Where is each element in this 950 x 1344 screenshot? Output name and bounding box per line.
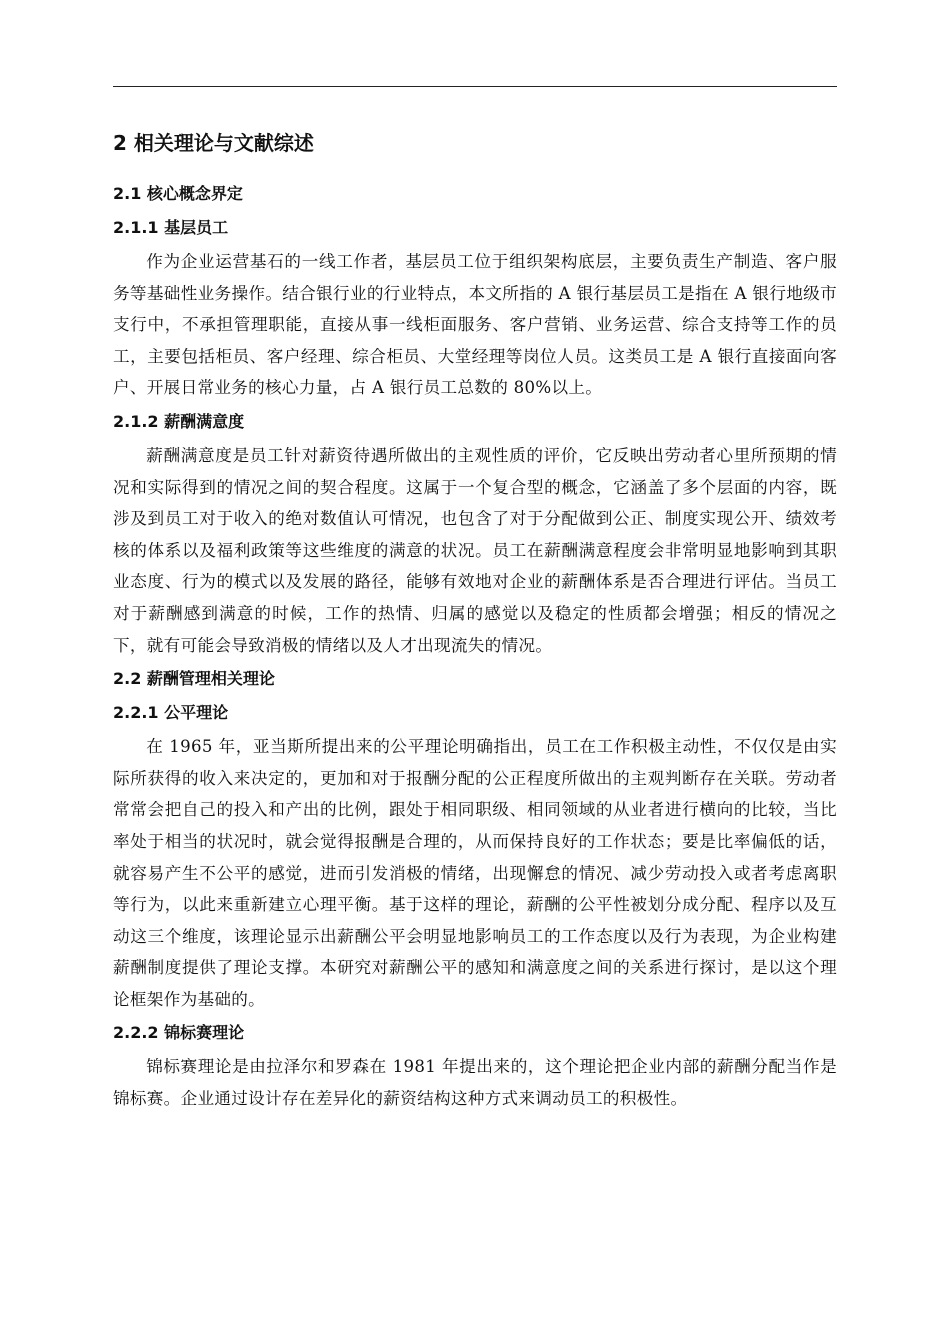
chapter-title: 2 相关理论与文献综述 bbox=[113, 131, 314, 155]
paragraph-2-1-1: 作为企业运营基石的一线工作者，基层员工位于组织架构底层，主要负责生产制造、客户服务等基础性业务操作。结合银行业的行业特点，本文所指的 A 银行基层员工是指在 A 银行地级市支行中，不承担管理职能，直接从事一线柜面服务、客户营销、业务运营、综合支持等工作的员工，主要包括柜员、客户经理、综合柜员、大堂经理等岗位人员。这类员工是 A 银行直接面向客户、开展日常业务的核心力量，占 A 银行员工总数的 80%以上。 bbox=[113, 252, 837, 398]
subsection-heading-2-1-2: 2.1.2 薪酬满意度 bbox=[113, 411, 245, 431]
header-rule bbox=[113, 86, 837, 87]
subsection-heading-2-2-1: 2.2.1 公平理论 bbox=[113, 703, 229, 723]
subsection-heading-2-2-2: 2.2.2 锦标赛理论 bbox=[113, 1023, 245, 1043]
paragraph-2-2-2: 锦标赛理论是由拉泽尔和罗森在 1981 年提出来的，这个理论把企业内部的薪酬分配当作是锦标赛。企业通过设计存在差异化的薪资结构这种方式来调动员工的积极性。 bbox=[113, 1057, 837, 1109]
paragraph-2-2-1: 在 1965 年，亚当斯所提出来的公平理论明确指出，员工在工作积极主动性，不仅仅是由实际所获得的收入来决定的，更加和对于报酬分配的公正程度所做出的主观判断存在关联。劳动者常常会把自己的投入和产出的比例，跟处于相同职级、相同领域的从业者进行横向的比较，当比率处于相当的状况时，就会觉得报酬是合理的，从而保持良好的工作状态；要是比率偏低的话，就容易产生不公平的感觉，进而引发消极的情绪，出现懈怠的情况、减少劳动投入或者考虑离职等行为，以此来重新建立心理平衡。基于这样的理论，薪酬的公平性被划分成分配、程序以及互动这三个维度，该理论显示出薪酬公平会明显地影响员工的工作态度以及行为表现，为企业构建薪酬制度提供了理论支撑。本研究对薪酬公平的感知和满意度之间的关系进行探讨，是以这个理论框架作为基础的。 bbox=[113, 737, 837, 1009]
page-body bbox=[113, 128, 837, 1121]
section-heading-2-1: 2.1 核心概念界定 bbox=[113, 184, 243, 203]
subsection-heading-2-1-1: 2.1.1 基层员工 bbox=[113, 218, 229, 237]
section-heading-2-2: 2.2 薪酬管理相关理论 bbox=[113, 669, 275, 689]
paragraph-2-1-2: 薪酬满意度是员工针对薪资待遇所做出的主观性质的评价，它反映出劳动者心里所预期的情况和实际得到的情况之间的契合程度。这属于一个复合型的概念，它涵盖了多个层面的内容，既涉及到员工对于收入的绝对数值认可情况，也包含了对于分配做到公正、制度实现公开、绩效考核的体系以及福利政策等这些维度的满意的状况。员工在薪酬满意程度会非常明显地影响到其职业态度、行为的模式以及发展的路径，能够有效地对企业的薪酬体系是否合理进行评估。当员工对于薪酬感到满意的时候，工作的热情、归属的感觉以及稳定的性质都会增强；相反的情况之下，就有可能会导致消极的情绪以及人才出现流失的情况。 bbox=[113, 445, 837, 655]
